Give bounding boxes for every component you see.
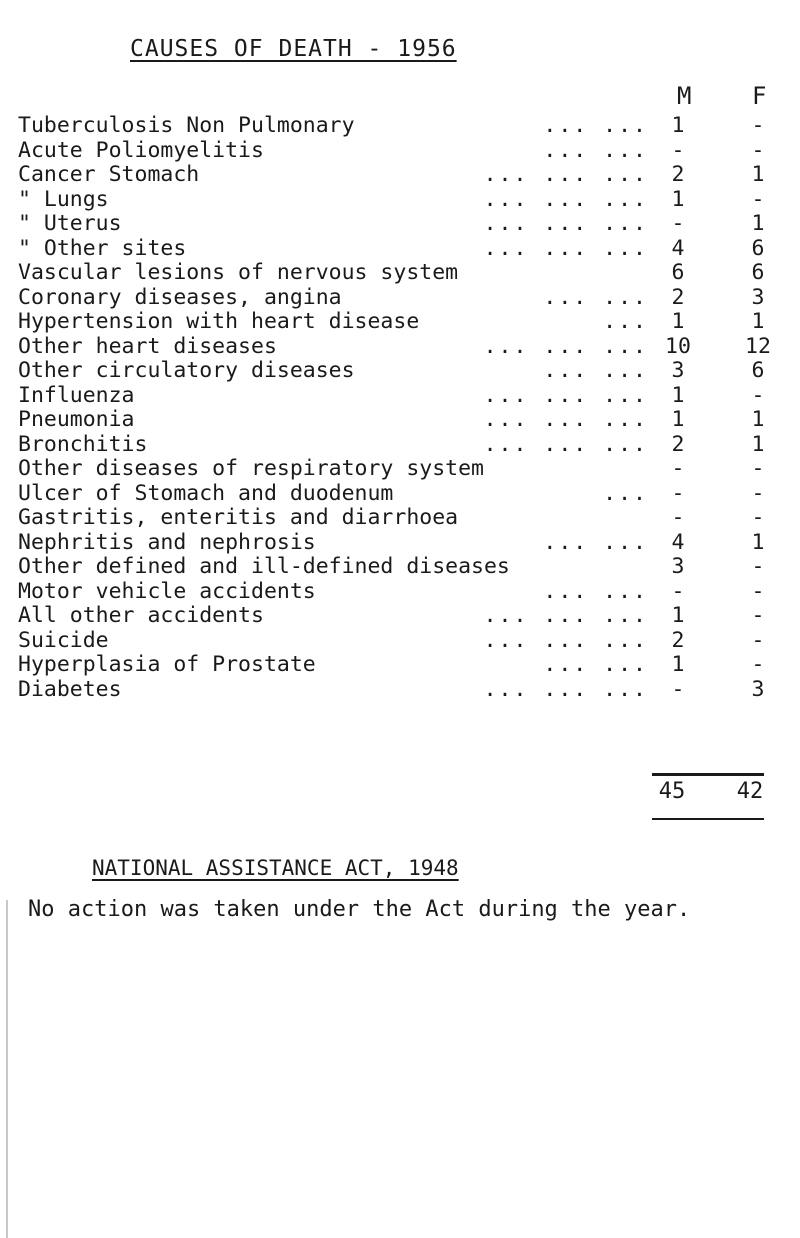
female-count: - — [751, 186, 765, 212]
female-count: - — [751, 652, 765, 677]
table-row — [18, 139, 788, 164]
female-count: - — [751, 456, 765, 481]
table-row — [18, 188, 788, 213]
table-row — [18, 678, 788, 703]
page-edge-line — [6, 900, 8, 1238]
cause-label: Suicide — [18, 627, 109, 653]
male-count: - — [671, 578, 685, 604]
cause-label: Tuberculosis Non Pulmonary — [18, 113, 355, 138]
leader-dots: ... ... — [543, 578, 648, 604]
male-count: - — [671, 480, 685, 506]
leader-dots: ... ... — [543, 113, 648, 138]
male-count: 1 — [671, 113, 685, 138]
female-count: - — [751, 382, 765, 408]
cause-label: Motor vehicle accidents — [18, 578, 316, 604]
female-count: - — [751, 627, 765, 653]
male-count: 6 — [671, 260, 685, 285]
female-count: 12 — [745, 333, 771, 359]
male-count: 1 — [671, 382, 685, 408]
male-count: 1 — [671, 186, 685, 212]
leader-dots: ... ... ... — [483, 211, 648, 236]
cause-label: Cancer Stomach — [18, 162, 200, 187]
cause-label: Diabetes — [18, 676, 122, 702]
leader-dots: ... ... — [543, 529, 648, 555]
total-female: 42 — [736, 779, 764, 804]
cause-label: Influenza — [18, 382, 135, 408]
female-count: - — [751, 113, 765, 138]
male-count: 1 — [671, 652, 685, 677]
cause-label: Hyperplasia of Prostate — [18, 652, 316, 677]
female-count: 6 — [751, 235, 765, 261]
female-count: 1 — [751, 529, 765, 555]
table-row — [18, 482, 788, 507]
table-row — [18, 163, 788, 188]
male-count: - — [671, 137, 685, 163]
table-row — [18, 286, 788, 311]
female-count: - — [751, 554, 765, 579]
table-row — [18, 629, 788, 654]
leader-dots: ... ... ... — [483, 627, 648, 653]
total-male: 45 — [658, 779, 686, 804]
male-count: 1 — [671, 407, 685, 432]
column-header-male: M — [677, 82, 692, 110]
table-row — [18, 604, 788, 629]
female-count: 3 — [751, 284, 765, 310]
table-row — [18, 506, 788, 531]
male-count: - — [671, 211, 685, 236]
leader-dots: ... ... ... — [483, 235, 648, 261]
cause-label: Other circulatory diseases — [18, 358, 355, 383]
female-count: - — [751, 480, 765, 506]
male-count: 2 — [671, 284, 685, 310]
leader-dots: ... ... ... — [483, 186, 648, 212]
male-count: 4 — [671, 235, 685, 261]
female-count: 1 — [751, 309, 765, 334]
table-row — [18, 531, 788, 556]
male-count: 2 — [671, 162, 685, 187]
table-row — [18, 114, 788, 139]
column-header-female: F — [752, 82, 767, 110]
table-row — [18, 359, 788, 384]
male-count: - — [671, 456, 685, 481]
table-row — [18, 335, 788, 360]
leader-dots: ... ... — [543, 284, 648, 310]
leader-dots: ... ... — [543, 652, 648, 677]
cause-label: Pneumonia — [18, 407, 135, 432]
table-row — [18, 457, 788, 482]
leader-dots: ... ... ... — [483, 431, 648, 457]
male-count: 1 — [671, 309, 685, 334]
total-rule-top — [652, 773, 764, 776]
leader-dots: ... ... ... — [483, 603, 648, 628]
cause-label: Gastritis, enteritis and diarrhoea — [18, 505, 459, 530]
leader-dots: ... ... ... — [483, 162, 648, 187]
male-count: 2 — [671, 431, 685, 457]
male-count: 10 — [665, 333, 691, 359]
male-count: 2 — [671, 627, 685, 653]
cause-label: All other accidents — [18, 603, 264, 628]
female-count: 1 — [751, 431, 765, 457]
cause-label: " Lungs — [18, 186, 109, 212]
cause-label: Vascular lesions of nervous system — [18, 260, 459, 285]
male-count: 4 — [671, 529, 685, 555]
leader-dots: ... ... ... — [483, 333, 648, 359]
cause-label: " Uterus — [18, 211, 122, 236]
cause-label: Coronary diseases, angina — [18, 284, 342, 310]
female-count: 6 — [751, 358, 765, 383]
leader-dots: ... ... — [543, 137, 648, 163]
leader-dots: ... — [603, 309, 648, 334]
female-count: 1 — [751, 162, 765, 187]
cause-label: Acute Poliomyelitis — [18, 137, 264, 163]
table-row — [18, 237, 788, 262]
female-count: 3 — [751, 676, 765, 702]
female-count: 1 — [751, 211, 765, 236]
male-count: - — [671, 676, 685, 702]
table-row — [18, 408, 788, 433]
female-count: 1 — [751, 407, 765, 432]
cause-label: Other diseases of respiratory system — [18, 456, 484, 481]
male-count: 1 — [671, 603, 685, 628]
total-rule-bottom — [652, 818, 764, 820]
cause-label: Other defined and ill-defined diseases — [18, 554, 510, 579]
cause-label: Hypertension with heart disease — [18, 309, 420, 334]
cause-label: Other heart diseases — [18, 333, 277, 359]
female-count: 6 — [751, 260, 765, 285]
cause-label: Ulcer of Stomach and duodenum — [18, 480, 394, 506]
leader-dots: ... ... ... — [483, 382, 648, 408]
male-count: - — [671, 505, 685, 530]
leader-dots: ... ... — [543, 358, 648, 383]
leader-dots: ... ... ... — [483, 676, 648, 702]
table-row — [18, 653, 788, 678]
female-count: - — [751, 137, 765, 163]
table-row — [18, 384, 788, 409]
female-count: - — [751, 578, 765, 604]
female-count: - — [751, 603, 765, 628]
cause-label: Nephritis and nephrosis — [18, 529, 316, 555]
table-row — [18, 212, 788, 237]
section-heading: NATIONAL ASSISTANCE ACT, 1948 — [92, 856, 459, 880]
cause-label: Bronchitis — [18, 431, 148, 457]
male-count: 3 — [671, 358, 685, 383]
leader-dots: ... ... ... — [483, 407, 648, 432]
section-text: No action was taken under the Act during the year. — [28, 897, 691, 922]
table-row — [18, 310, 788, 335]
table-row — [18, 261, 788, 286]
table-row — [18, 555, 788, 580]
causes-table — [18, 114, 788, 702]
table-row — [18, 580, 788, 605]
female-count: - — [751, 505, 765, 530]
leader-dots: ... — [603, 480, 648, 506]
male-count: 3 — [671, 554, 685, 579]
table-row — [18, 433, 788, 458]
cause-label: " Other sites — [18, 235, 187, 261]
page-title: CAUSES OF DEATH - 1956 — [130, 36, 457, 62]
